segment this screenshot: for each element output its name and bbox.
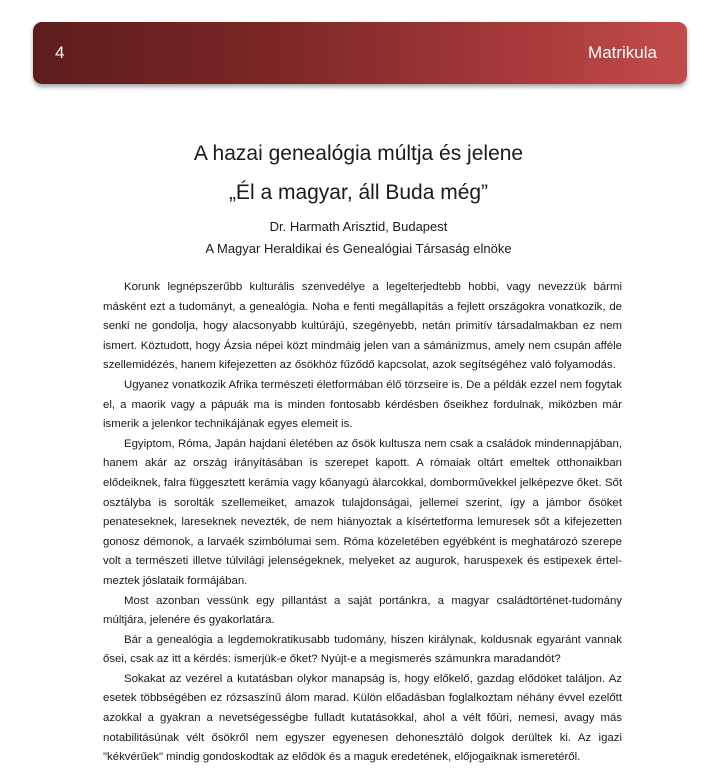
paragraph: Bár a genealógia a legdemokratikusabb tudomány, hiszen királynak, koldusnak egyaránt vannak ősei, csak az itt a kérdés: ismerjük-e őket? Nyújt-e a megismerés számunkra maradandót?: [103, 633, 622, 666]
paragraph: Egyiptom, Róma, Japán hajdani életében az ősök kultusza nem csak a családok mindennapjában, hanem akár az ország irányításában is szerepet kapott. A rómaiak oltárt emeltek otthonaikban elődeiknek, falra függesztett kerámia vagy kőanyagú álarcokkal, domborművekkel jelképezve őket. Sőt osztályba is sorolták szellemeiket, amazok tulajdonságai, jellemei szerint, így a jámbor ősöket penateseknek, lareseknek nevezték, de nem hiányoztak a kísértetforma lemuresek sőt a kifejezetten gonosz démonok, a larvaék szimbólumai sem. Róma közeletében egyébként is meghatározó szerepe volt a természeti illetve túlvilági jelenségeknek, melyeket az augurok, haruspexek és estipexek értelmeztek jóslataik formájában.: [103, 437, 622, 587]
article-subtitle: „Él a magyar, áll Buda még”: [228, 181, 489, 204]
page-number: 4: [55, 43, 65, 62]
article-title: A hazai genealógia múltja és jelene: [193, 142, 524, 165]
article-body: [103, 278, 622, 768]
paragraph: Most azonban vessünk egy pillantást a saját portánkra, a magyar családtörténet-tudomány múltjára, jelenére és gyakorlatára.: [103, 594, 622, 627]
author-affiliation: A Magyar Heraldikai és Genealógiai Társaság elnöke: [205, 241, 512, 256]
page-header-bar: [33, 22, 687, 84]
paragraph: Korunk legnépszerűbb kulturális szenvedélye a legelterjedtebb hobbi, vagy nevezzük bármi másként ezt a tudományt, a genealógia. Noha e fenti megállapítás a fejlett országokra vonatkozik, de senki ne gondolja, hogy alacsonyabb kultúrájú, szegényebb, netán primitív társadalmakban ez nem ismert. Köztudott, hogy Ázsia népei közt mindmáig jelen van a sámánizmus, amely nem csupán afféle szellemidézés, hanem kifejezetten az ősökhöz fűződő kapcsolat, azok segítségéhez való folyamodás.: [103, 281, 622, 372]
paragraph: Sokakat az vezérel a kutatásban olykor manapság is, hogy előkelő, gazdag elődöket találjon. Az esetek többségében ez rózsaszínű álom marad. Külön előadásban foglalkoztam néhány évvel ezelőtt azokkal a gyakran a nevetségességbe fulladt kutatásokkal, ahol a vélt főúri, nemesi, avagy más notabilitásúnak vélt ősökről nem egyszer egyenesen dehonesztáló dolgok derültek ki. Az igazi "kékvérűek" mindig gondoskodtak az elődök és a maguk eredetének, előjogaiknak ismeretéről.: [103, 672, 622, 764]
journal-name: Matrikula: [588, 43, 657, 62]
article-author: Dr. Harmath Arisztid, Budapest: [269, 219, 448, 234]
paragraph: Ugyanez vonatkozik Afrika természeti életformában élő törzseire is. De a példák ezzel nem fogytak el, a maorik vagy a pápuák ma is minden fontosabb kérdésben őseikhez fordulnak, miközben már ismerik a jelenkor technikájának egyes elemeit is.: [103, 378, 622, 431]
